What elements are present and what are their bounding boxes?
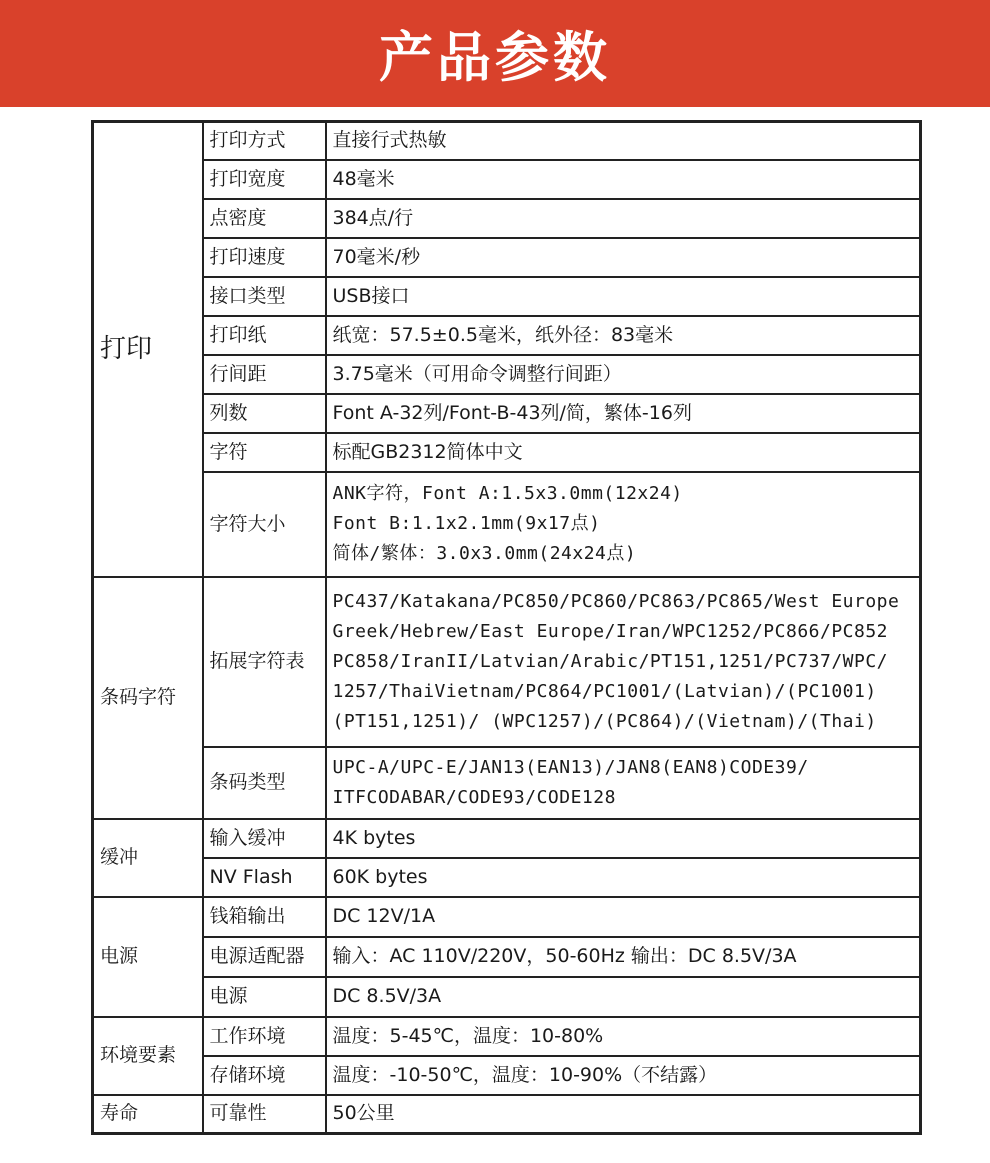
value-line: 1257/ThaiVietnam/PC864/PC1001/(Latvian)/(PC1001) <box>332 680 877 702</box>
value-line: UPC-A/UPC-E/JAN13(EAN13)/JAN8(EAN8)CODE39/ <box>332 756 809 778</box>
value-line: Font B:1.1x2.1mm(9x17点) <box>332 513 601 534</box>
label-cell: 工作环境 <box>203 1017 326 1056</box>
spec-row <box>93 355 921 394</box>
value-line: USB接口 <box>332 284 410 307</box>
value-cell <box>326 897 921 937</box>
value-cell <box>326 1017 921 1056</box>
label-cell: 钱箱输出 <box>203 897 326 937</box>
label-cell: 打印纸 <box>203 316 326 355</box>
value-line: 70毫米/秒 <box>332 245 421 268</box>
spec-row <box>93 472 921 577</box>
spec-row <box>93 858 921 897</box>
spec-row <box>93 277 921 316</box>
label-cell: 输入缓冲 <box>203 819 326 858</box>
value-line: 标配GB2312简体中文 <box>332 440 523 463</box>
value-cell <box>326 394 921 433</box>
label-cell: 字符 <box>203 433 326 472</box>
value-cell <box>326 977 921 1017</box>
value-line: 输入：AC 110V/220V，50-60Hz 输出：DC 8.5V/3A <box>332 945 797 967</box>
value-line: DC 12V/1A <box>332 905 436 927</box>
value-cell <box>326 747 921 819</box>
label-cell: 行间距 <box>203 355 326 394</box>
label-cell: 列数 <box>203 394 326 433</box>
value-cell <box>326 122 921 160</box>
spec-row <box>93 394 921 433</box>
title-banner <box>0 0 990 107</box>
spec-row <box>93 1056 921 1095</box>
spec-row <box>93 238 921 277</box>
value-line: (PT151,1251)/ (WPC1257)/(PC864)/(Vietnam)/(Thai) <box>332 710 877 732</box>
spec-row <box>93 937 921 977</box>
value-cell <box>326 433 921 472</box>
label-cell: NV Flash <box>203 858 326 897</box>
value-cell <box>326 1095 921 1134</box>
value-cell <box>326 238 921 277</box>
value-line: 纸宽：57.5±0.5毫米，纸外径：83毫米 <box>332 323 674 346</box>
label-cell: 存储环境 <box>203 1056 326 1095</box>
label-cell: 字符大小 <box>203 472 326 577</box>
label-cell: 打印速度 <box>203 238 326 277</box>
spec-row <box>93 1095 921 1134</box>
value-line: 简体/繁体：3.0x3.0mm(24x24点) <box>332 543 637 564</box>
label-cell: 打印方式 <box>203 122 326 160</box>
page-title: 产品参数 <box>379 26 611 89</box>
value-line: Greek/Hebrew/East Europe/Iran/WPC1252/PC866/PC852 <box>332 620 889 642</box>
value-cell <box>326 577 921 747</box>
spec-row <box>93 122 921 160</box>
value-cell <box>326 355 921 394</box>
spec-row <box>93 819 921 858</box>
value-line: PC437/Katakana/PC850/PC860/PC863/PC865/West Europe <box>332 590 900 612</box>
value-line: ITFCODABAR/CODE93/CODE128 <box>332 786 616 808</box>
category-cell: 环境要素 <box>93 1017 203 1095</box>
category-cell: 打印 <box>93 122 203 577</box>
spec-row <box>93 160 921 199</box>
value-cell <box>326 472 921 577</box>
value-cell <box>326 277 921 316</box>
spec-row <box>93 433 921 472</box>
category-cell: 缓冲 <box>93 819 203 897</box>
spec-row <box>93 1017 921 1056</box>
value-cell <box>326 199 921 238</box>
label-cell: 电源 <box>203 977 326 1017</box>
spec-table <box>91 120 922 1135</box>
value-line: 直接行式热敏 <box>332 129 447 152</box>
value-line: PC858/IranII/Latvian/Arabic/PT151,1251/PC737/WPC/ <box>332 650 889 672</box>
value-cell <box>326 858 921 897</box>
label-cell: 接口类型 <box>203 277 326 316</box>
value-line: 温度：5-45℃，温度：10-80% <box>332 1024 604 1047</box>
category-cell: 条码字符 <box>93 577 203 819</box>
spec-row <box>93 897 921 937</box>
spec-row <box>93 577 921 747</box>
value-cell <box>326 1056 921 1095</box>
value-line: 48毫米 <box>332 167 395 190</box>
value-cell <box>326 316 921 355</box>
label-cell: 拓展字符表 <box>203 577 326 747</box>
spec-row <box>93 977 921 1017</box>
spec-row <box>93 316 921 355</box>
label-cell: 可靠性 <box>203 1095 326 1134</box>
value-line: ANK字符，Font A:1.5x3.0mm(12x24) <box>332 483 683 504</box>
value-cell <box>326 160 921 199</box>
label-cell: 打印宽度 <box>203 160 326 199</box>
value-cell <box>326 819 921 858</box>
spec-row <box>93 199 921 238</box>
value-line: 4K bytes <box>332 826 416 849</box>
label-cell: 电源适配器 <box>203 937 326 977</box>
value-line: 50公里 <box>332 1102 395 1125</box>
value-line: 60K bytes <box>332 865 428 888</box>
label-cell: 条码类型 <box>203 747 326 819</box>
category-cell: 寿命 <box>93 1095 203 1134</box>
value-line: DC 8.5V/3A <box>332 985 442 1007</box>
category-cell: 电源 <box>93 897 203 1017</box>
label-cell: 点密度 <box>203 199 326 238</box>
spec-row <box>93 747 921 819</box>
value-line: Font A-32列/Font-B-43列/简，繁体-16列 <box>332 401 692 424</box>
value-line: 温度：-10-50℃，温度：10-90%（不结露） <box>332 1063 718 1086</box>
value-line: 384点/行 <box>332 206 414 229</box>
value-cell <box>326 937 921 977</box>
value-line: 3.75毫米（可用命令调整行间距） <box>332 362 622 385</box>
